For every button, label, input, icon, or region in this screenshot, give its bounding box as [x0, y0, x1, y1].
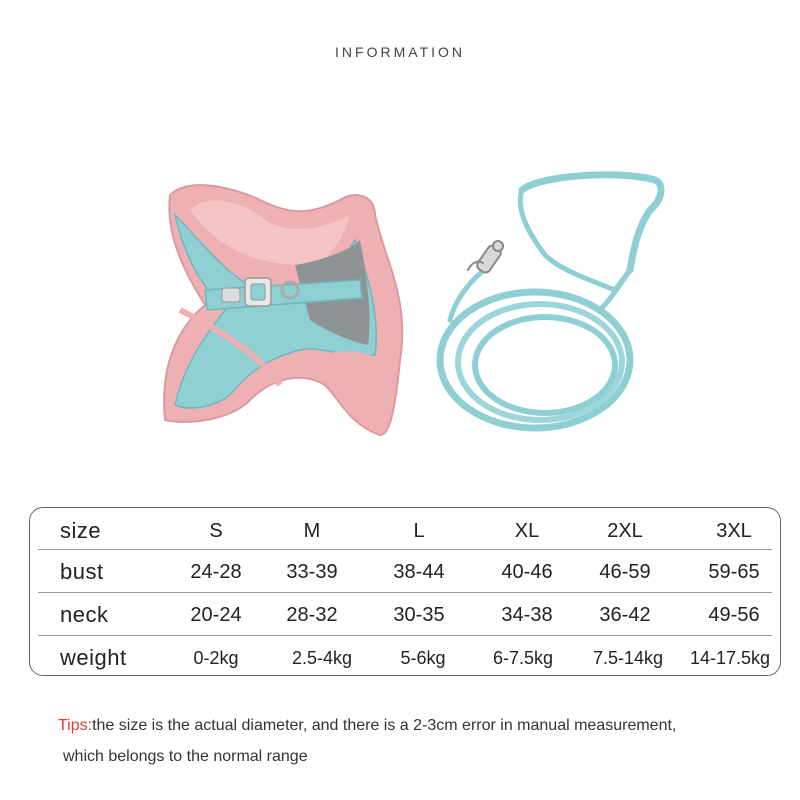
bust-cell: 40-46	[501, 561, 553, 583]
size-cell: XL	[514, 520, 540, 542]
row-label-weight: weight	[60, 645, 127, 670]
pet-harness-image	[164, 185, 402, 435]
weight-cell: 6-7.5kg	[492, 648, 554, 668]
size-cell: S	[209, 520, 223, 542]
weight-cell: 14-17.5kg	[689, 648, 771, 668]
product-image	[150, 170, 670, 460]
page-heading: INFORMATION	[335, 44, 465, 60]
neck-cell: 36-42	[599, 604, 651, 626]
tips-line-1	[58, 710, 778, 741]
size-cell: 2XL	[607, 520, 643, 542]
size-cell: M	[303, 520, 321, 542]
bust-cell: 33-39	[286, 561, 338, 583]
neck-cell: 28-32	[286, 604, 338, 626]
size-table	[29, 507, 781, 676]
row-label-bust: bust	[60, 559, 104, 584]
size-row-bust	[30, 551, 780, 593]
tips-note	[58, 710, 778, 772]
row-divider	[38, 549, 772, 550]
tips-label: Tips:	[58, 717, 93, 734]
weight-cell: 0-2kg	[193, 648, 239, 668]
weight-cell: 7.5-14kg	[592, 648, 664, 668]
pet-leash-image	[440, 175, 661, 428]
bust-cell: 46-59	[599, 561, 651, 583]
row-divider	[38, 592, 772, 593]
size-row-header	[30, 510, 780, 552]
neck-cell: 49-56	[708, 604, 760, 626]
tips-text-1: the size is the actual diameter, and there is a 2-3cm error in manual measurement,	[92, 717, 677, 734]
neck-cell: 34-38	[501, 604, 553, 626]
neck-cell: 20-24	[190, 604, 242, 626]
size-row-weight	[30, 637, 780, 676]
size-cell: L	[413, 520, 425, 542]
weight-cell: 2.5-4kg	[291, 648, 353, 668]
bust-cell: 38-44	[393, 561, 445, 583]
bust-cell: 59-65	[708, 561, 760, 583]
row-label-size: size	[60, 518, 102, 543]
neck-cell: 30-35	[393, 604, 445, 626]
tips-line-2: which belongs to the normal range	[63, 748, 308, 765]
bust-cell: 24-28	[190, 561, 242, 583]
size-cell: 3XL	[716, 520, 752, 542]
row-label-neck: neck	[60, 602, 109, 627]
row-divider	[38, 635, 772, 636]
size-row-neck	[30, 594, 780, 636]
weight-cell: 5-6kg	[400, 648, 446, 668]
